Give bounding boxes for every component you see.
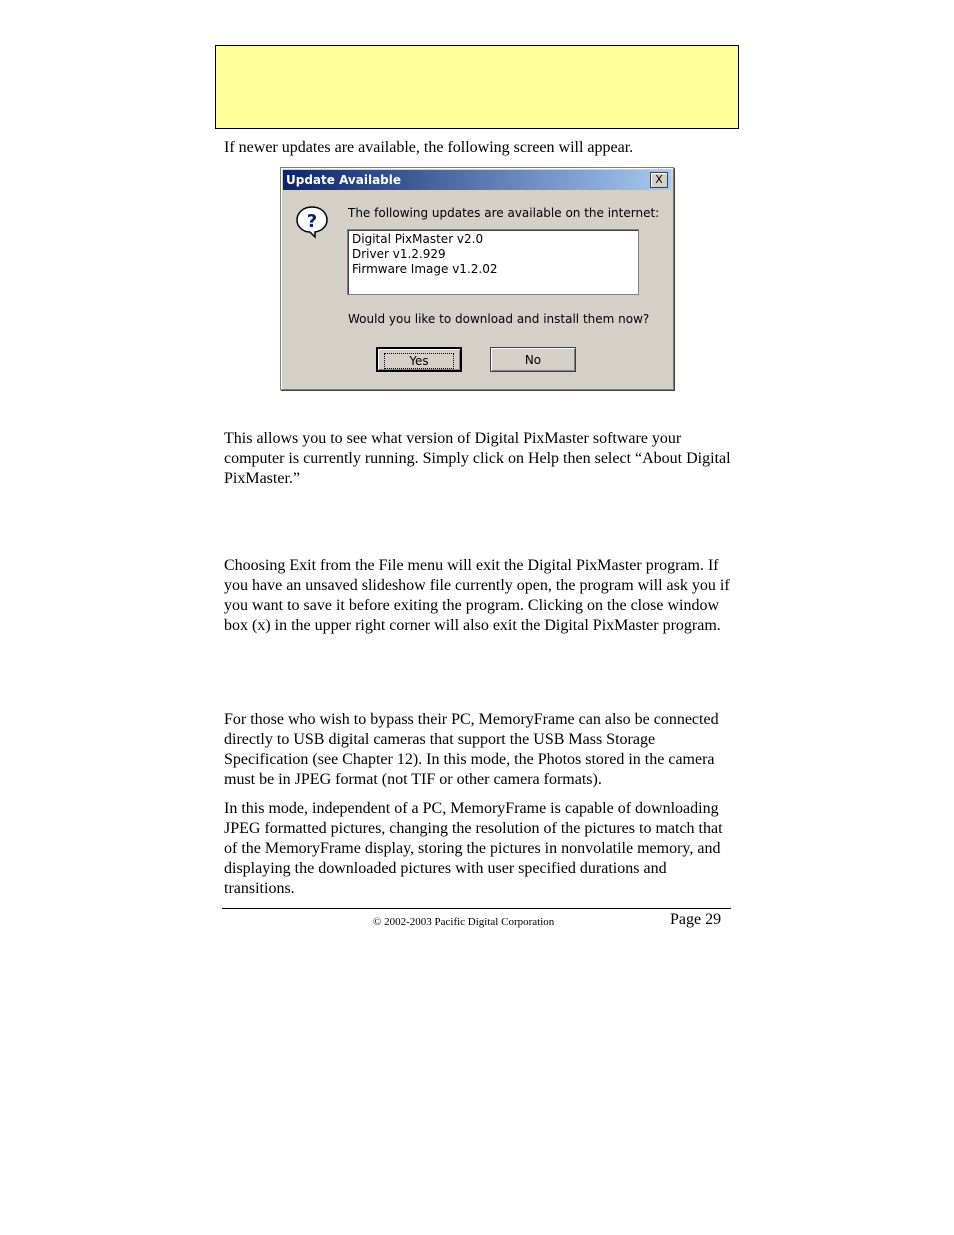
svg-text:?: ?	[306, 211, 318, 232]
list-item: Driver v1.2.929	[352, 247, 446, 261]
dialog-question: Would you like to download and install them now?	[348, 312, 650, 326]
about-paragraph: This allows you to see what version of Digital PixMaster software your computer is currently running. Simply click on Help then select “About Digital PixMaster.”	[224, 430, 731, 487]
yes-button[interactable]	[376, 347, 462, 372]
yes-button-label: Yes	[385, 354, 452, 368]
footer-rule	[222, 908, 731, 909]
bypass-paragraph: For those who wish to bypass their PC, MemoryFrame can also be connected directly to USB digital cameras that support the USB Mass Storage Specification (see Chapter 12). In this mode, the Photos stored in the camera must be in JPEG format (not TIF or other camera formats).	[224, 711, 719, 788]
no-button[interactable]: No	[490, 347, 576, 372]
note-box	[215, 45, 739, 129]
updates-list[interactable]	[347, 229, 639, 295]
close-button[interactable]: X	[650, 172, 668, 188]
independent-mode-paragraph: In this mode, independent of a PC, MemoryFrame is capable of downloading JPEG formatted pictures, changing the resolution of the pictures to match that of the MemoryFrame display, storing the pictures in nonvolatile memory, and displaying the downloaded pictures with user specified durations and transitions.	[224, 800, 723, 897]
list-item: Firmware Image v1.2.02	[352, 262, 498, 276]
update-available-dialog	[280, 167, 674, 390]
intro-text: If newer updates are available, the following screen will appear.	[224, 139, 634, 156]
page-number: Page 29	[670, 911, 722, 928]
question-icon	[295, 205, 329, 239]
copyright: © 2002-2003 Pacific Digital Corporation	[373, 916, 555, 928]
list-item: Digital PixMaster v2.0	[352, 232, 484, 246]
dialog-title: Update Available	[286, 173, 402, 187]
dialog-titlebar[interactable]	[283, 170, 671, 190]
exit-paragraph: Choosing Exit from the File menu will exit the Digital PixMaster program. If you have an unsaved slideshow file currently open, the program will ask you if you want to save it before exiting the program. Clicking on the close window box (x) in the upper right corner will also exit the Digital PixMaster program.	[224, 557, 730, 634]
dialog-message: The following updates are available on the internet:	[348, 206, 660, 220]
